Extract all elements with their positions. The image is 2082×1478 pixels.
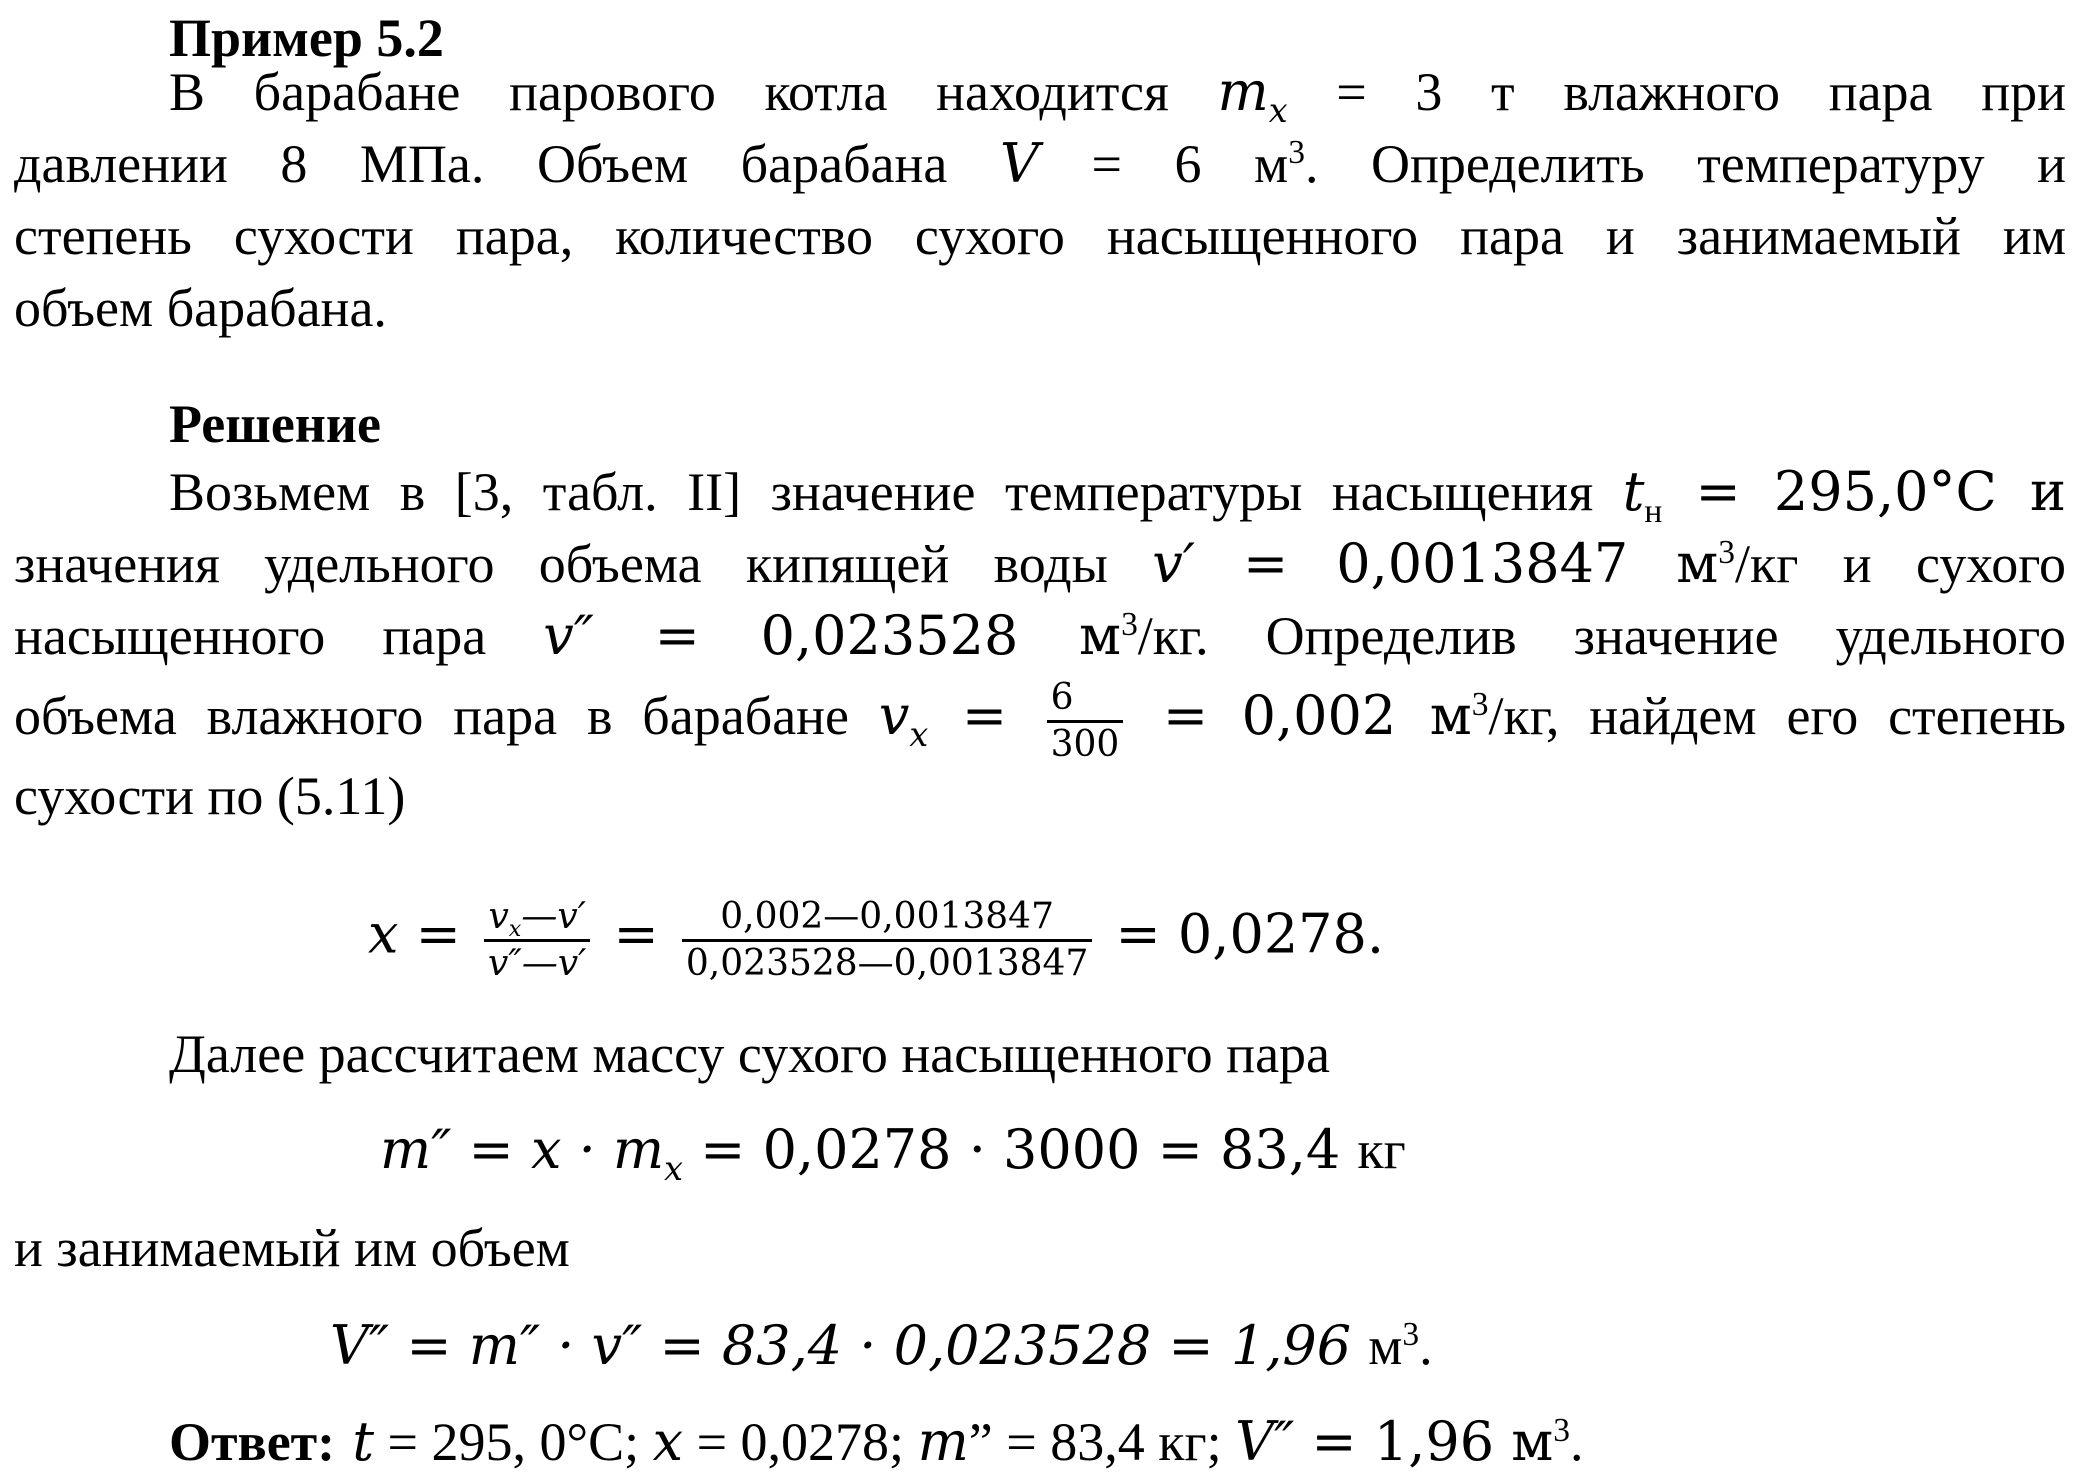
fraction-6-300: $\frac{6}{300}$ [1047, 678, 1124, 765]
solution-heading: Решение [169, 394, 381, 454]
example-heading: Пример 5.2 [169, 8, 444, 68]
problem-line-4: объем барабана. [14, 278, 387, 338]
answer-label: Ответ: [169, 1412, 336, 1472]
solution-line-2: значения удельного объема кипящей воды v′ = 0,0013847 $м^3/кг$ и сухого [14, 532, 2066, 595]
fraction-dryness-numeric: $\frac{0,002—0,0013847}{0,023528—0,0013847}$ [682, 897, 1092, 984]
fraction-dryness-symbolic: $\frac{v_x—v'}{v''—v'}$ [484, 896, 590, 984]
problem-line-2: давлении 8 МПа. Объем барабана V = 6 $м^3$. Определить температуру и [14, 132, 2066, 195]
mass-intro-text: Далее рассчитаем массу сухого насыщенного пара [169, 1024, 1330, 1084]
solution-line-4: объема влажного пара в барабане $v_x$ = $\frac{6}{300}$ = 0,002 $м^3/кг$, найдем его степень [14, 677, 2067, 766]
solution-line-1: Возьмем в [3, табл. II] значение температуры насыщения $t_н = 295,0^\circ C$ и [169, 460, 2066, 530]
answer-line: Ответ: t = 295, 0°C; x = 0,0278; m” = 83,4 кг; V″ = 1,96 $м^3$. [169, 1410, 1584, 1473]
problem-paragraph [14, 56, 2066, 344]
solution-line-3: насыщенного пара v″ = 0,023528 $м^3/кг$. Определив значение удельного [14, 604, 2066, 667]
dryness-equation: x = $\frac{v_x—v'}{v''—v'}$ = $\frac{0,002—0,0013847}{0,023528—0,0013847}$ = 0,0278. [368, 895, 1385, 984]
volume-equation: V″ = m″ · v″ = 83,4 · 0,023528 = 1,96 $м^3$. [330, 1314, 1433, 1377]
solution-paragraph [14, 456, 2066, 832]
problem-line-1: В барабане парового котла находится $m_x = 3$ т влажного пара при [169, 60, 2066, 130]
volume-intro-text: и занимаемый им объем [14, 1218, 570, 1278]
solution-line-5: сухости по (5.11) [14, 766, 406, 826]
mass-equation: $m'' = x \cdot m_x = 0,0278 \cdot 3000 = 83,4$ кг [380, 1118, 1406, 1188]
problem-line-3: степень сухости пара, количество сухого насыщенного пара и занимаемый им [14, 206, 2066, 266]
